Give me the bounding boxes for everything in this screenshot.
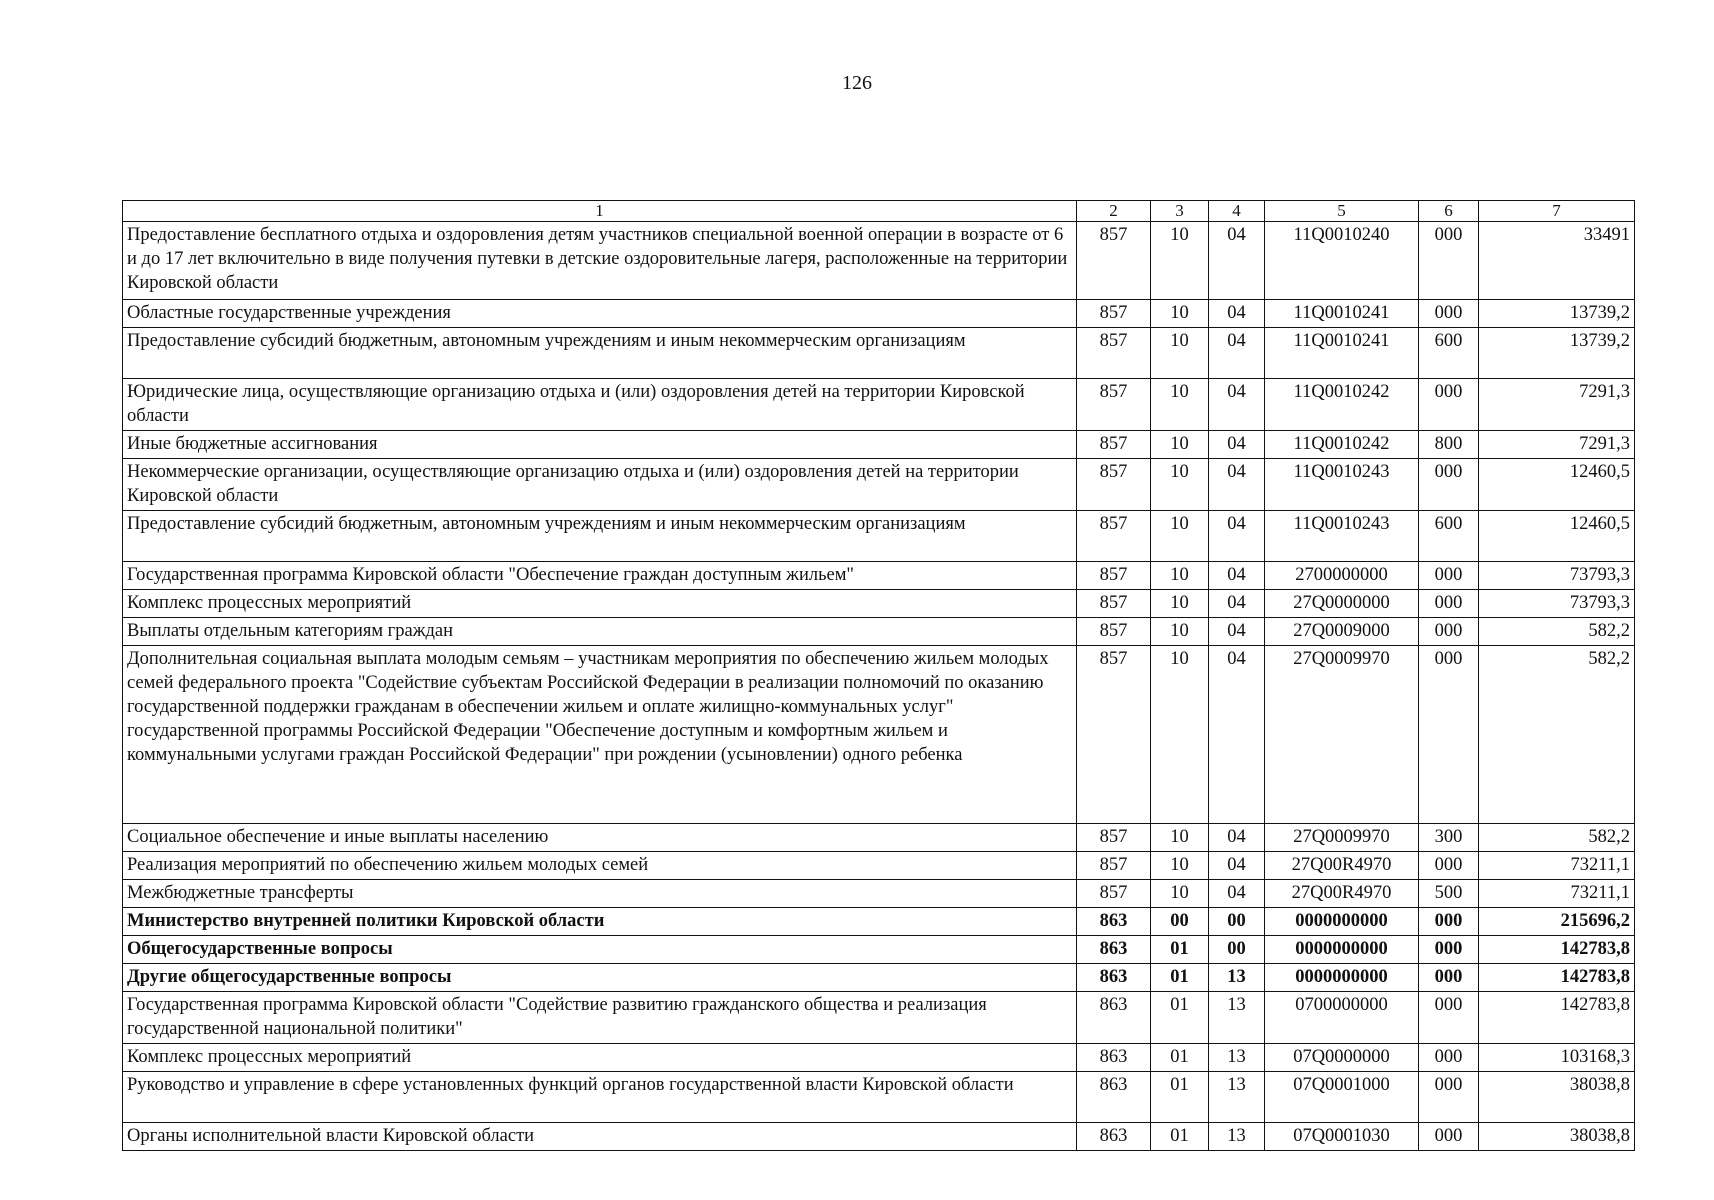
col-header-3: 3 bbox=[1151, 201, 1209, 222]
subsection-code-cell: 04 bbox=[1209, 646, 1265, 824]
target-article-cell: 11Q0010242 bbox=[1265, 431, 1419, 459]
table-row bbox=[123, 1044, 1635, 1072]
item-name-cell: Комплекс процессных мероприятий bbox=[123, 1044, 1077, 1072]
item-name-cell: Социальное обеспечение и иные выплаты населению bbox=[123, 824, 1077, 852]
col-header-5: 5 bbox=[1265, 201, 1419, 222]
col-header-2: 2 bbox=[1077, 201, 1151, 222]
department-code-cell: 863 bbox=[1077, 1044, 1151, 1072]
target-article-cell: 11Q0010243 bbox=[1265, 459, 1419, 511]
subsection-code-cell: 04 bbox=[1209, 511, 1265, 562]
target-article-cell: 11Q0010243 bbox=[1265, 511, 1419, 562]
item-name-cell: Выплаты отдельным категориям граждан bbox=[123, 618, 1077, 646]
expense-type-cell: 000 bbox=[1419, 459, 1479, 511]
amount-cell: 7291,3 bbox=[1479, 379, 1635, 431]
section-code-cell: 10 bbox=[1151, 824, 1209, 852]
table-row bbox=[123, 936, 1635, 964]
department-code-cell: 857 bbox=[1077, 824, 1151, 852]
amount-cell: 33491 bbox=[1479, 222, 1635, 300]
amount-cell: 142783,8 bbox=[1479, 964, 1635, 992]
table-row bbox=[123, 379, 1635, 431]
section-code-cell: 10 bbox=[1151, 590, 1209, 618]
subsection-code-cell: 13 bbox=[1209, 1044, 1265, 1072]
item-name-cell: Государственная программа Кировской области "Обеспечение граждан доступным жильем" bbox=[123, 562, 1077, 590]
subsection-code-cell: 04 bbox=[1209, 824, 1265, 852]
amount-cell: 7291,3 bbox=[1479, 431, 1635, 459]
amount-cell: 73793,3 bbox=[1479, 562, 1635, 590]
expense-type-cell: 000 bbox=[1419, 618, 1479, 646]
table-row bbox=[123, 880, 1635, 908]
target-article-cell: 0000000000 bbox=[1265, 908, 1419, 936]
expense-type-cell: 000 bbox=[1419, 300, 1479, 328]
item-name-cell: Областные государственные учреждения bbox=[123, 300, 1077, 328]
subsection-code-cell: 04 bbox=[1209, 222, 1265, 300]
amount-cell: 73211,1 bbox=[1479, 880, 1635, 908]
department-code-cell: 857 bbox=[1077, 431, 1151, 459]
department-code-cell: 863 bbox=[1077, 936, 1151, 964]
department-code-cell: 857 bbox=[1077, 511, 1151, 562]
expense-type-cell: 000 bbox=[1419, 590, 1479, 618]
item-name-cell: Руководство и управление в сфере установленных функций органов государственной власти Кировской области bbox=[123, 1072, 1077, 1123]
expense-type-cell: 000 bbox=[1419, 646, 1479, 824]
col-header-6: 6 bbox=[1419, 201, 1479, 222]
expense-type-cell: 000 bbox=[1419, 908, 1479, 936]
col-header-7: 7 bbox=[1479, 201, 1635, 222]
amount-cell: 582,2 bbox=[1479, 646, 1635, 824]
target-article-cell: 07Q0001030 bbox=[1265, 1123, 1419, 1151]
department-code-cell: 857 bbox=[1077, 590, 1151, 618]
section-code-cell: 00 bbox=[1151, 908, 1209, 936]
item-name-cell: Другие общегосударственные вопросы bbox=[123, 964, 1077, 992]
amount-cell: 215696,2 bbox=[1479, 908, 1635, 936]
expense-type-cell: 000 bbox=[1419, 222, 1479, 300]
section-code-cell: 10 bbox=[1151, 562, 1209, 590]
item-name-cell: Реализация мероприятий по обеспечению жильем молодых семей bbox=[123, 852, 1077, 880]
column-number-row bbox=[123, 201, 1635, 222]
target-article-cell: 27Q00R4970 bbox=[1265, 880, 1419, 908]
section-code-cell: 10 bbox=[1151, 880, 1209, 908]
item-name-cell: Государственная программа Кировской области "Содействие развитию гражданского общества и реализация государственной национальной политики" bbox=[123, 992, 1077, 1044]
section-code-cell: 10 bbox=[1151, 511, 1209, 562]
target-article-cell: 0000000000 bbox=[1265, 964, 1419, 992]
amount-cell: 142783,8 bbox=[1479, 992, 1635, 1044]
amount-cell: 582,2 bbox=[1479, 618, 1635, 646]
item-name-cell: Дополнительная социальная выплата молодым семьям – участникам мероприятия по обеспечению жильем молодых семей федерального проекта "Содействие субъектам Российской Федерации в реализации полномочий по оказанию государственной поддержки гражданам в обеспечении жильем и оплате жилищно-коммунальных услуг" государственной программы Российской Федерации "Обеспечение доступным и комфортным жильем и коммунальными услугами граждан Российской Федерации" при рождении (усыновлении) одного ребенка bbox=[123, 646, 1077, 824]
expense-type-cell: 000 bbox=[1419, 1123, 1479, 1151]
section-code-cell: 10 bbox=[1151, 646, 1209, 824]
amount-cell: 73211,1 bbox=[1479, 852, 1635, 880]
amount-cell: 142783,8 bbox=[1479, 936, 1635, 964]
department-code-cell: 857 bbox=[1077, 618, 1151, 646]
amount-cell: 582,2 bbox=[1479, 824, 1635, 852]
subsection-code-cell: 04 bbox=[1209, 590, 1265, 618]
department-code-cell: 857 bbox=[1077, 222, 1151, 300]
section-code-cell: 01 bbox=[1151, 1072, 1209, 1123]
expense-type-cell: 000 bbox=[1419, 964, 1479, 992]
target-article-cell: 0700000000 bbox=[1265, 992, 1419, 1044]
item-name-cell: Министерство внутренней политики Кировской области bbox=[123, 908, 1077, 936]
amount-cell: 13739,2 bbox=[1479, 328, 1635, 379]
department-code-cell: 857 bbox=[1077, 300, 1151, 328]
subsection-code-cell: 04 bbox=[1209, 880, 1265, 908]
expense-type-cell: 800 bbox=[1419, 431, 1479, 459]
department-code-cell: 863 bbox=[1077, 992, 1151, 1044]
amount-cell: 12460,5 bbox=[1479, 459, 1635, 511]
section-code-cell: 10 bbox=[1151, 852, 1209, 880]
item-name-cell: Предоставление бесплатного отдыха и оздоровления детям участников специальной военной операции в возрасте от 6 и до 17 лет включительно в виде получения путевки в детские оздоровительные лагеря, расположенные на территории Кировской области bbox=[123, 222, 1077, 300]
department-code-cell: 857 bbox=[1077, 562, 1151, 590]
table-row bbox=[123, 328, 1635, 379]
table-row bbox=[123, 511, 1635, 562]
section-code-cell: 10 bbox=[1151, 618, 1209, 646]
target-article-cell: 27Q0009970 bbox=[1265, 646, 1419, 824]
target-article-cell: 07Q0001000 bbox=[1265, 1072, 1419, 1123]
table-row bbox=[123, 908, 1635, 936]
department-code-cell: 863 bbox=[1077, 964, 1151, 992]
col-header-1: 1 bbox=[123, 201, 1077, 222]
item-name-cell: Предоставление субсидий бюджетным, автономным учреждениям и иным некоммерческим организациям bbox=[123, 511, 1077, 562]
department-code-cell: 857 bbox=[1077, 646, 1151, 824]
subsection-code-cell: 04 bbox=[1209, 459, 1265, 511]
expense-type-cell: 000 bbox=[1419, 992, 1479, 1044]
target-article-cell: 0000000000 bbox=[1265, 936, 1419, 964]
amount-cell: 12460,5 bbox=[1479, 511, 1635, 562]
subsection-code-cell: 00 bbox=[1209, 908, 1265, 936]
section-code-cell: 01 bbox=[1151, 964, 1209, 992]
target-article-cell: 27Q0009970 bbox=[1265, 824, 1419, 852]
section-code-cell: 01 bbox=[1151, 1044, 1209, 1072]
section-code-cell: 01 bbox=[1151, 992, 1209, 1044]
subsection-code-cell: 13 bbox=[1209, 992, 1265, 1044]
target-article-cell: 11Q0010240 bbox=[1265, 222, 1419, 300]
department-code-cell: 863 bbox=[1077, 1072, 1151, 1123]
table-row bbox=[123, 459, 1635, 511]
expense-type-cell: 000 bbox=[1419, 1044, 1479, 1072]
page-number: 126 bbox=[842, 72, 872, 94]
department-code-cell: 857 bbox=[1077, 880, 1151, 908]
section-code-cell: 10 bbox=[1151, 379, 1209, 431]
subsection-code-cell: 04 bbox=[1209, 852, 1265, 880]
item-name-cell: Межбюджетные трансферты bbox=[123, 880, 1077, 908]
subsection-code-cell: 04 bbox=[1209, 431, 1265, 459]
expense-type-cell: 000 bbox=[1419, 1072, 1479, 1123]
table-row bbox=[123, 618, 1635, 646]
item-name-cell: Иные бюджетные ассигнования bbox=[123, 431, 1077, 459]
expense-type-cell: 000 bbox=[1419, 562, 1479, 590]
department-code-cell: 857 bbox=[1077, 459, 1151, 511]
amount-cell: 73793,3 bbox=[1479, 590, 1635, 618]
expense-type-cell: 500 bbox=[1419, 880, 1479, 908]
table-row bbox=[123, 222, 1635, 300]
target-article-cell: 2700000000 bbox=[1265, 562, 1419, 590]
item-name-cell: Некоммерческие организации, осуществляющие организацию отдыха и (или) оздоровления детей на территории Кировской области bbox=[123, 459, 1077, 511]
subsection-code-cell: 04 bbox=[1209, 562, 1265, 590]
subsection-code-cell: 04 bbox=[1209, 379, 1265, 431]
department-code-cell: 857 bbox=[1077, 379, 1151, 431]
section-code-cell: 10 bbox=[1151, 459, 1209, 511]
section-code-cell: 10 bbox=[1151, 328, 1209, 379]
expense-type-cell: 000 bbox=[1419, 379, 1479, 431]
section-code-cell: 10 bbox=[1151, 300, 1209, 328]
target-article-cell: 07Q0000000 bbox=[1265, 1044, 1419, 1072]
budget-table bbox=[122, 200, 1635, 1151]
table-row bbox=[123, 1072, 1635, 1123]
table-row bbox=[123, 824, 1635, 852]
table-row bbox=[123, 300, 1635, 328]
section-code-cell: 01 bbox=[1151, 1123, 1209, 1151]
department-code-cell: 863 bbox=[1077, 908, 1151, 936]
amount-cell: 38038,8 bbox=[1479, 1072, 1635, 1123]
target-article-cell: 11Q0010241 bbox=[1265, 328, 1419, 379]
expense-type-cell: 000 bbox=[1419, 852, 1479, 880]
item-name-cell: Комплекс процессных мероприятий bbox=[123, 590, 1077, 618]
expense-type-cell: 300 bbox=[1419, 824, 1479, 852]
subsection-code-cell: 04 bbox=[1209, 618, 1265, 646]
target-article-cell: 11Q0010242 bbox=[1265, 379, 1419, 431]
amount-cell: 38038,8 bbox=[1479, 1123, 1635, 1151]
subsection-code-cell: 13 bbox=[1209, 1123, 1265, 1151]
table-row bbox=[123, 1123, 1635, 1151]
expense-type-cell: 600 bbox=[1419, 511, 1479, 562]
subsection-code-cell: 04 bbox=[1209, 328, 1265, 379]
table-row bbox=[123, 852, 1635, 880]
expense-type-cell: 000 bbox=[1419, 936, 1479, 964]
subsection-code-cell: 13 bbox=[1209, 964, 1265, 992]
section-code-cell: 01 bbox=[1151, 936, 1209, 964]
expense-type-cell: 600 bbox=[1419, 328, 1479, 379]
table-row bbox=[123, 590, 1635, 618]
table-row bbox=[123, 964, 1635, 992]
col-header-4: 4 bbox=[1209, 201, 1265, 222]
subsection-code-cell: 13 bbox=[1209, 1072, 1265, 1123]
section-code-cell: 10 bbox=[1151, 431, 1209, 459]
item-name-cell: Предоставление субсидий бюджетным, автономным учреждениям и иным некоммерческим организациям bbox=[123, 328, 1077, 379]
table-row bbox=[123, 992, 1635, 1044]
table-row bbox=[123, 646, 1635, 824]
amount-cell: 103168,3 bbox=[1479, 1044, 1635, 1072]
table-row bbox=[123, 431, 1635, 459]
department-code-cell: 857 bbox=[1077, 328, 1151, 379]
amount-cell: 13739,2 bbox=[1479, 300, 1635, 328]
target-article-cell: 27Q0009000 bbox=[1265, 618, 1419, 646]
target-article-cell: 11Q0010241 bbox=[1265, 300, 1419, 328]
target-article-cell: 27Q00R4970 bbox=[1265, 852, 1419, 880]
subsection-code-cell: 04 bbox=[1209, 300, 1265, 328]
department-code-cell: 857 bbox=[1077, 852, 1151, 880]
table-row bbox=[123, 562, 1635, 590]
section-code-cell: 10 bbox=[1151, 222, 1209, 300]
item-name-cell: Органы исполнительной власти Кировской области bbox=[123, 1123, 1077, 1151]
item-name-cell: Юридические лица, осуществляющие организацию отдыха и (или) оздоровления детей на территории Кировской области bbox=[123, 379, 1077, 431]
target-article-cell: 27Q0000000 bbox=[1265, 590, 1419, 618]
department-code-cell: 863 bbox=[1077, 1123, 1151, 1151]
item-name-cell: Общегосударственные вопросы bbox=[123, 936, 1077, 964]
subsection-code-cell: 00 bbox=[1209, 936, 1265, 964]
